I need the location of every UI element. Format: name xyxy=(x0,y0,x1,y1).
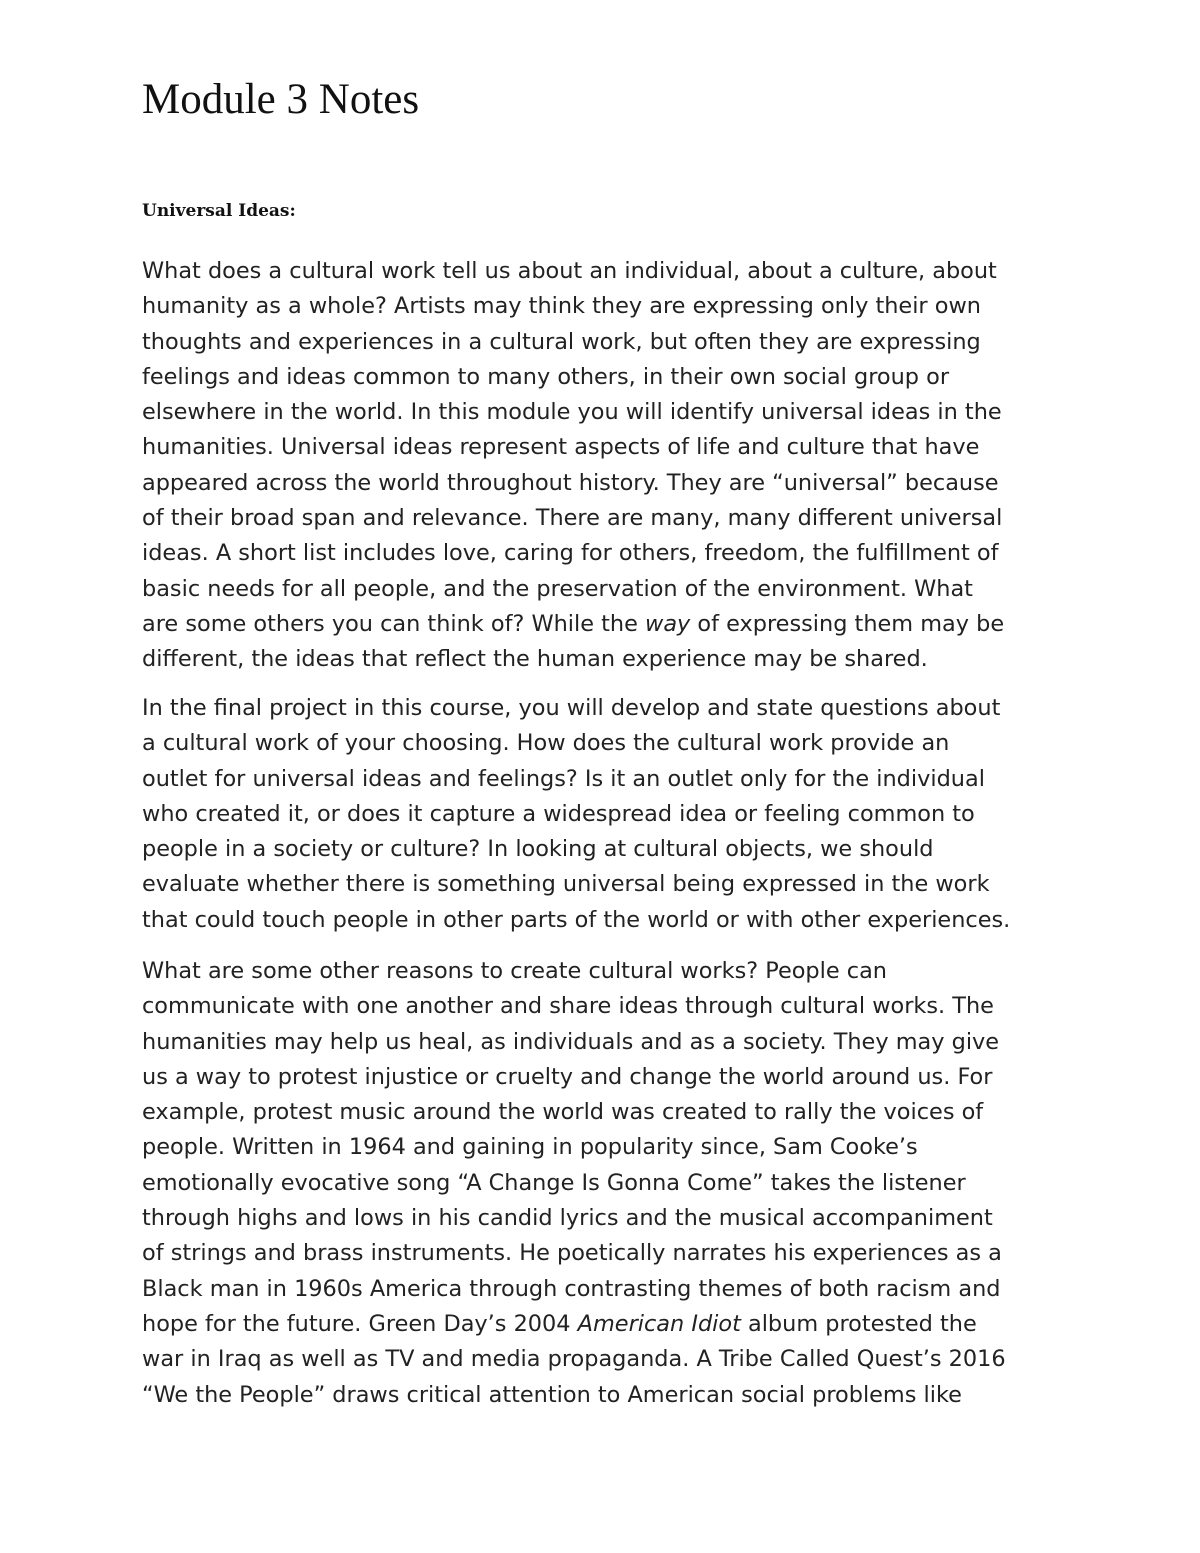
section-heading: Universal Ideas: xyxy=(142,201,296,221)
emphasized-text: American Idiot xyxy=(577,1310,741,1337)
paragraph-line: ideas. A short list includes love, caring for others, freedom, the fulfillment of xyxy=(142,540,999,567)
paragraph-line: communicate with one another and share ideas through cultural works. The xyxy=(142,993,994,1020)
paragraph-line: basic needs for all people, and the preservation of the environment. What xyxy=(142,575,973,602)
paragraph-line: “We the People” draws critical attention to American social problems like xyxy=(142,1381,962,1408)
line-text: of expressing them may be xyxy=(690,610,1005,637)
paragraph-line: humanity as a whole? Artists may think they are expressing only their own xyxy=(142,293,981,320)
paragraph-line: What does a cultural work tell us about an individual, about a culture, about xyxy=(142,258,997,284)
paragraph-line: of strings and brass instruments. He poetically narrates his experiences as a xyxy=(142,1240,1002,1267)
paragraph-line: humanities may help us heal, as individuals and as a society. They may give xyxy=(142,1028,1000,1055)
paragraph-line: who created it, or does it capture a widespread idea or feeling common to xyxy=(142,800,975,827)
paragraph-line: thoughts and experiences in a cultural work, but often they are expressing xyxy=(142,328,981,355)
body-paragraph xyxy=(142,954,1006,1413)
paragraph-line: appeared across the world throughout history. They are “universal” because xyxy=(142,469,999,496)
emphasized-text: way xyxy=(645,610,691,637)
paragraph-line: us a way to protest injustice or cruelty and change the world around us. For xyxy=(142,1063,993,1090)
paragraph-line: a cultural work of your choosing. How does the cultural work provide an xyxy=(142,730,950,757)
line-text: album protested the xyxy=(740,1310,977,1337)
body-paragraph xyxy=(142,691,1010,938)
paragraph-line: different, the ideas that reflect the human experience may be shared. xyxy=(142,646,928,673)
paragraph-line: evaluate whether there is something universal being expressed in the work xyxy=(142,871,990,898)
body-paragraph xyxy=(142,254,1004,678)
line-text: are some others you can think of? While the xyxy=(142,610,646,637)
paragraph-line: What are some other reasons to create cultural works? People can xyxy=(142,958,887,984)
paragraph-line: war in Iraq as well as TV and media propaganda. A Tribe Called Quest’s 2016 xyxy=(142,1346,1006,1373)
paragraph-line: that could touch people in other parts of the world or with other experiences. xyxy=(142,906,1011,933)
paragraph-line: example, protest music around the world was created to rally the voices of xyxy=(142,1099,984,1126)
paragraph-line xyxy=(142,607,1004,642)
paragraph-line: humanities. Universal ideas represent aspects of life and culture that have xyxy=(142,434,980,461)
paragraph-line: people. Written in 1964 and gaining in popularity since, Sam Cooke’s xyxy=(142,1134,918,1161)
paragraph-line xyxy=(142,1307,1006,1342)
paragraph-line: Black man in 1960s America through contrasting themes of both racism and xyxy=(142,1275,1001,1302)
paragraph-line: In the final project in this course, you will develop and state questions about xyxy=(142,695,1001,721)
paragraph-line: people in a society or culture? In looking at cultural objects, we should xyxy=(142,836,934,863)
paragraph-line: outlet for universal ideas and feelings? Is it an outlet only for the individual xyxy=(142,765,985,792)
paragraph-line: elsewhere in the world. In this module you will identify universal ideas in the xyxy=(142,399,1002,426)
document-title: Module 3 Notes xyxy=(142,76,420,123)
paragraph-line: feelings and ideas common to many others, in their own social group or xyxy=(142,363,950,390)
paragraph-line: of their broad span and relevance. There are many, many different universal xyxy=(142,505,1003,532)
paragraph-line: emotionally evocative song “A Change Is Gonna Come” takes the listener xyxy=(142,1169,966,1196)
line-text: hope for the future. Green Day’s 2004 xyxy=(142,1310,578,1337)
paragraph-line: through highs and lows in his candid lyrics and the musical accompaniment xyxy=(142,1205,993,1232)
